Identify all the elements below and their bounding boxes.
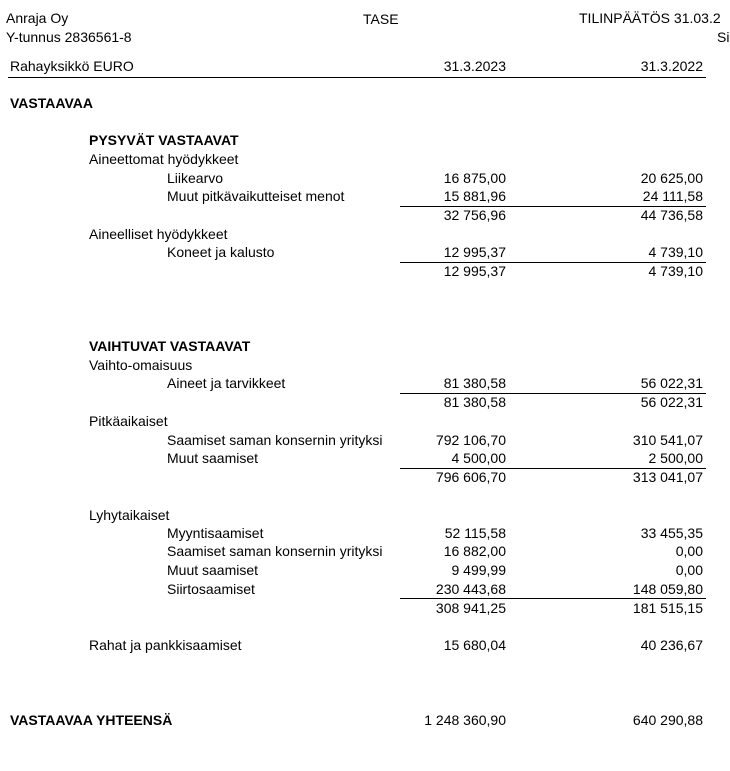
row-label: Liikearvo: [167, 170, 224, 186]
row-previous: 4 739,10: [648, 244, 703, 260]
document-title: TASE: [363, 11, 399, 27]
subtotal-current: 32 756,96: [443, 207, 506, 223]
row-previous: 148 059,80: [632, 581, 703, 597]
page-abbrev: Si: [717, 29, 730, 45]
row-current: 52 115,58: [444, 525, 506, 541]
row-current: 9 499,99: [451, 562, 506, 578]
subtotal-current: 81 380,58: [443, 394, 506, 410]
fixed-assets-heading: PYSYVÄT VASTAAVAT: [89, 132, 239, 148]
cash-previous: 40 236,67: [640, 637, 703, 653]
row-previous: 24 111,58: [642, 188, 703, 204]
row-label: Siirtosaamiset: [167, 581, 255, 597]
row-current: 81 380,58: [443, 375, 506, 391]
inventory-heading: Vaihto-omaisuus: [89, 357, 193, 373]
row-current: 230 443,68: [435, 581, 506, 597]
subtotal-previous: 313 041,07: [632, 469, 703, 485]
intangible-heading: Aineettomat hyödykkeet: [89, 151, 239, 167]
row-current: 16 875,00: [443, 170, 506, 186]
subtotal-previous: 4 739,10: [648, 263, 703, 279]
row-label: Saamiset saman konsernin yrityksi: [167, 543, 383, 559]
row-previous: 0,00: [675, 562, 703, 578]
subtotal-previous: 181 515,15: [632, 600, 703, 616]
current-date-header: 31.3.2023: [443, 58, 506, 74]
row-current: 12 995,37: [443, 244, 506, 260]
row-previous: 33 455,35: [640, 525, 703, 541]
short-term-heading: Lyhytaikaiset: [89, 507, 170, 523]
assets-total-previous: 640 290,88: [632, 712, 703, 728]
row-label: Myyntisaamiset: [167, 525, 264, 541]
row-label: Muut pitkävaikutteiset menot: [167, 188, 345, 204]
row-previous: 0,00: [675, 543, 703, 559]
row-label: Aineet ja tarvikkeet: [167, 375, 286, 391]
assets-total-label: VASTAAVAA YHTEENSÄ: [10, 712, 173, 728]
currency-label: Rahayksikkö EURO: [10, 58, 134, 74]
company-name: Anraja Oy: [6, 10, 69, 26]
subtotal-current: 308 941,25: [435, 600, 506, 616]
row-previous: 2 500,00: [648, 450, 703, 466]
row-label: Muut saamiset: [167, 562, 259, 578]
cash-label: Rahat ja pankkisaamiset: [89, 637, 242, 653]
row-current: 792 106,70: [435, 432, 506, 448]
statement-title: TILINPÄÄTÖS 31.03.2: [579, 10, 721, 26]
row-current: 16 882,00: [443, 543, 506, 559]
subtotal-previous: 56 022,31: [640, 394, 703, 410]
subtotal-previous: 44 736,58: [640, 207, 703, 223]
assets-heading: VASTAAVAA: [10, 95, 93, 111]
row-label: Muut saamiset: [167, 450, 259, 466]
row-label: Koneet ja kalusto: [167, 244, 275, 260]
row-current: 15 881,96: [443, 188, 506, 204]
row-label: Saamiset saman konsernin yrityksi: [167, 432, 383, 448]
tangible-heading: Aineelliset hyödykkeet: [89, 226, 228, 242]
business-id: Y-tunnus 2836561-8: [6, 29, 132, 45]
row-previous: 20 625,00: [640, 170, 703, 186]
header-divider: [8, 77, 706, 78]
previous-date-header: 31.3.2022: [640, 58, 703, 74]
assets-total-current: 1 248 360,90: [424, 712, 506, 728]
long-term-heading: Pitkäaikaiset: [89, 413, 168, 429]
cash-current: 15 680,04: [443, 637, 506, 653]
subtotal-current: 12 995,37: [443, 263, 506, 279]
subtotal-current: 796 606,70: [435, 469, 506, 485]
current-assets-heading: VAIHTUVAT VASTAAVAT: [89, 338, 251, 354]
row-current: 4 500,00: [451, 450, 506, 466]
row-previous: 56 022,31: [640, 375, 703, 391]
row-previous: 310 541,07: [632, 432, 703, 448]
